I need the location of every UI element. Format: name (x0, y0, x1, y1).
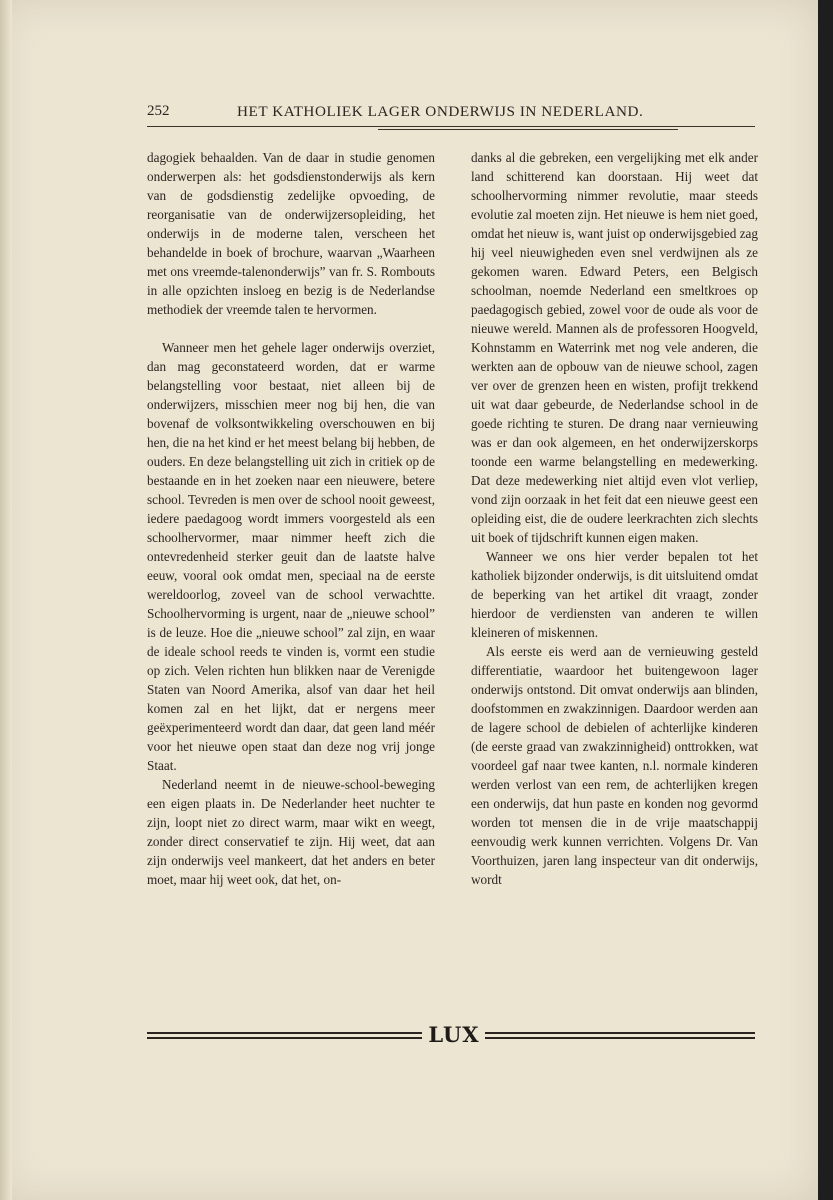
paragraph: Als eerste eis werd aan de vernieuwing gesteld differentiatie, waardoor het buitengewoon lager onderwijs ontstond. Dit omvat onderwijs aan blinden, doofstommen en zwakzinnigen. Daardoor werden aan de lagere school de debielen of achterlijke kinderen (de eerste graad van zwakzinnigheid) onttrokken, wat voordeel gaf naar twee kanten, n.l. normale kinderen werden verlost van een rem, de achterlijken kregen een onderwijs, dat hun paste en konden nog gevormd worden tot mensen die in de vrije maatschappij eenvoudig werk kunnen verrichten. Volgens Dr. Van Voorthuizen, jaren lang inspecteur van dit onderwijs, wordt (471, 644, 758, 887)
header-rule-secondary (378, 129, 678, 130)
paragraph: Nederland neemt in de nieuwe-school-beweging een eigen plaats in. De Nederlander heet nuchter te zijn, loopt niet zo direct warm, maar wikt en weegt, zonder direct conservatief te zijn. Hij weet, dat aan zijn onderwijs veel mankeert, dat het anders en beter moet, maar hij weet ook, dat het, on- (147, 777, 435, 887)
left-text-column (147, 148, 435, 889)
paragraph: danks al die gebreken, een vergelijking met elk ander land schitterend kan doorstaan. Hij weet dat schoolhervorming nimmer revolutie, maar steeds evolutie zal moeten zijn. Het nieuwe is hem niet goed, omdat het nieuw is, want juist op onderwijsgebied zag hij veel nieuwigheden even snel verdwijnen als ze gekomen waren. Edward Peters, een Belgisch schoolman, noemde Nederland een smeltkroes op paedagogisch gebied, zowel voor de oude als voor de nieuwe wereld. Mannen als de professoren Hoogveld, Kohnstamm en Waterrink met nog vele anderen, die werkten aan de opbouw van de nieuwe school, zagen ver over de grenzen heen en wisten, profijt trekkend uit wat daar gebeurde, de Nederlandse school in de goede richting te sturen. De drang naar vernieuwing was er dan ook algemeen, en het onderwijzerskorps toonde een warme belangstelling en medewerking. Dat deze medewerking niet altijd even vlot verliep, vond zijn oorzaak in het feit dat een nieuwe geest een opleiding eist, die de oudere leerkrachten zich slechts uit boek of tijdschrift kunnen eigen maken. (471, 150, 758, 545)
footer-rule-left (147, 1032, 422, 1039)
page-footer (147, 1022, 755, 1052)
page-binding-shadow (0, 0, 12, 1200)
paragraph: Wanneer men het gehele lager onderwijs overziet, dan mag geconstateerd worden, dat er warme belangstelling voor bestaat, niet alleen bij de onderwijzers, misschien meer nog bij hen, die van bovenaf de volksontwikkeling overschouwen en bij hen, die na het kind er het meest belang bij hebben, de ouders. En deze belangstelling uit zich in critiek op de bestaande en in het zoeken naar een nieuwere, betere school. Tevreden is men over de school nooit geweest, iedere paedagoog wordt immers voorgesteld als een schoolhervormer, maar nimmer heeft zich die ontevredenheid sterker geuit dan de laatste halve eeuw, vooral ook omdat men, speciaal na de eerste wereldoorlog, zoveel van de school verwachtte. Schoolhervorming is urgent, naar de „nieuwe school” is de leuze. Hoe die „nieuwe school” zal zijn, en waar de ideale school reeds te vinden is, vormt een studie op zich. Velen richten hun blikken naar de Verenigde Staten van Noord Amerika, alsof van daar het heil komen zal en het lijkt, dat er nergens meer geëxperimenteerd wordt dan daar, dat geen land méér voor het nieuwe open staat dan deze nog vrij jonge Staat. (147, 340, 435, 773)
lux-logo: LUX (428, 1022, 480, 1047)
footer-rule-right (485, 1032, 755, 1039)
right-text-column (471, 148, 758, 889)
running-title: HET KATHOLIEK LAGER ONDERWIJS IN NEDERLAND. (237, 103, 644, 120)
page-number: 252 (147, 103, 170, 119)
header-rule (147, 126, 755, 127)
scan-background-edge (818, 0, 833, 1200)
paragraph: dagogiek behaalden. Van de daar in studie genomen onderwerpen als: het godsdienstonderwijs als kern van de godsdienstig zedelijke opvoeding, de reorganisatie van de onderwijzersopleiding, het onderwijs in de moderne talen, verscheen het behandelde in boek of brochure, waarvan „Waarheen met ons vreemde-talenonderwijs” van fr. S. Rombouts in alle opzichten insloeg en bezig is de Nederlandse methodiek der vreemde talen te hervormen. (147, 150, 435, 317)
paragraph: Wanneer we ons hier verder bepalen tot het katholiek bijzonder onderwijs, is dit uitsluitend omdat de beperking van het artikel dit vraagt, zonder hierdoor de verdiensten van anderen te willen kleineren of miskennen. (471, 549, 758, 640)
